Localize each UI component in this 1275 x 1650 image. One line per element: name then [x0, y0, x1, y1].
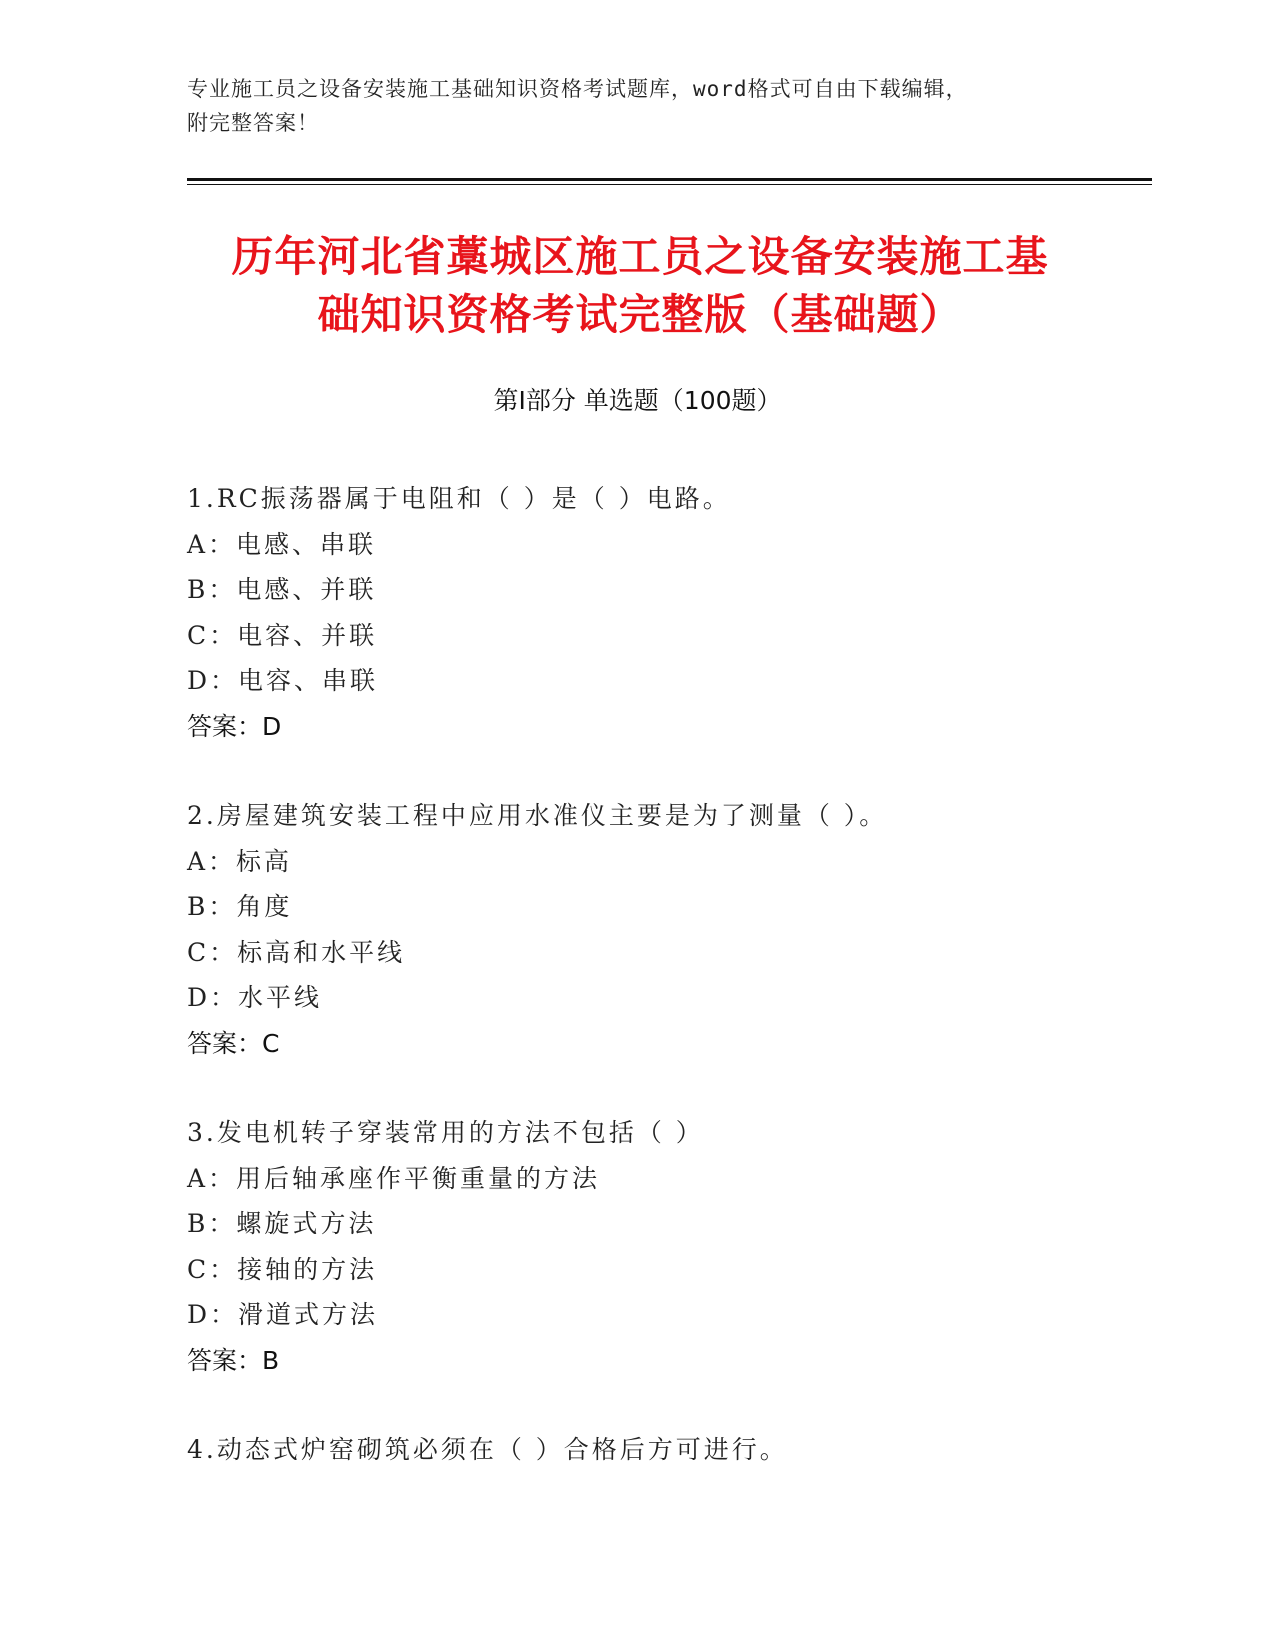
question-4	[187, 1427, 1137, 1473]
answer-label: 答案：	[187, 1028, 263, 1058]
option-a: A：电感、串联	[187, 529, 377, 559]
document-title-line-2: 础知识资格考试完整版（基础题）	[317, 290, 963, 339]
option-b: B：电感、并联	[187, 575, 377, 604]
option-c: C：接轴的方法	[187, 1254, 378, 1284]
document-title-line-1: 历年河北省藁城区施工员之设备安装施工基	[231, 232, 1049, 281]
option-a: A：标高	[187, 846, 293, 876]
option-c: C：电容、并联	[187, 620, 378, 650]
header-rule-thin	[187, 184, 1152, 185]
question-stem: 3.发电机转子穿装常用的方法不包括（ ）	[187, 1118, 704, 1147]
option-b: B：角度	[187, 892, 293, 921]
section-title: 第Ⅰ部分 单选题（100题）	[493, 386, 782, 415]
answer-value: B	[262, 1345, 280, 1375]
answer	[187, 1021, 1137, 1067]
option-d: D：水平线	[187, 983, 323, 1012]
question-1	[187, 476, 1137, 749]
header-note-line-1: 专业施工员之设备安装施工基础知识资格考试题库，word格式可自由下载编辑，	[187, 77, 968, 101]
question-3	[187, 1110, 1137, 1383]
option-a: A：用后轴承座作平衡重量的方法	[187, 1163, 601, 1193]
question-stem: 2.房屋建筑安装工程中应用水准仪主要是为了测量（ ）。	[187, 801, 888, 830]
question-stem: 1.RC振荡器属于电阻和（ ）是（ ）电路。	[187, 484, 731, 513]
option-b: B：螺旋式方法	[187, 1209, 377, 1238]
answer-label: 答案：	[187, 711, 263, 741]
question-2	[187, 793, 1137, 1066]
document-title	[190, 228, 1090, 344]
option-d: D：电容、串联	[187, 666, 379, 695]
answer-label: 答案：	[187, 1345, 263, 1375]
header-note	[187, 72, 1087, 140]
answer-value: D	[262, 711, 282, 741]
option-c: C：标高和水平线	[187, 937, 406, 967]
answer	[187, 704, 1137, 750]
answer	[187, 1338, 1137, 1384]
question-list	[187, 476, 1137, 1517]
header-note-line-2: 附完整答案！	[187, 111, 319, 135]
question-stem: 4.动态式炉窑砌筑必须在（ ）合格后方可进行。	[187, 1435, 788, 1464]
option-d: D：滑道式方法	[187, 1300, 379, 1329]
header-rule-thick	[187, 178, 1152, 181]
answer-value: C	[262, 1028, 280, 1058]
